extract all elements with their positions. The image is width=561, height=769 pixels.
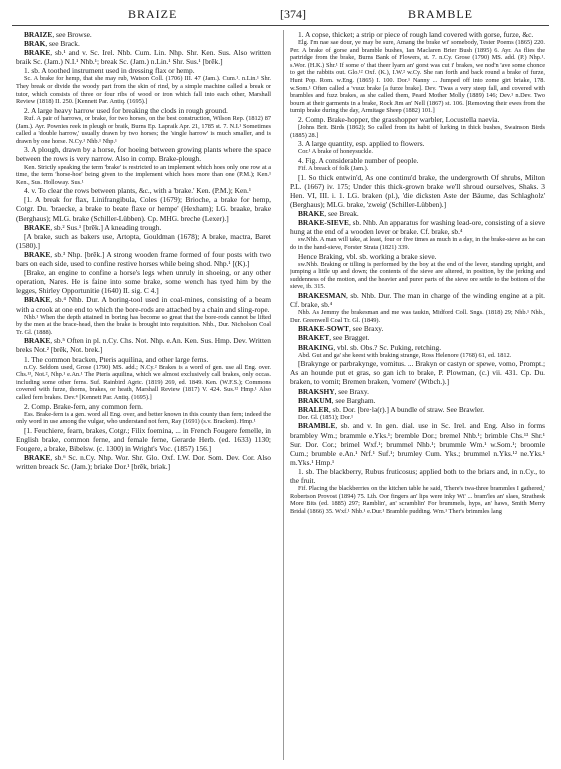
left-sense: [1. A break for flax, Linifrangibula, Coles (1679); Brioche, a brake for hemp, Cotgr. Du. 'braecke, a brake to beate flaxe or hempe' (Hexham); LG. braake, brake (Berghaus); MLG. brake (Schiller-Lübben). Cp. MHG. breche (Lexer).] [16,195,271,223]
right-column [290,30,545,760]
right-citation: sw.Nhb. Braking or tilling is performed by the boy at the end of the lever, standing upright, and jumping a little up and down; the contents of the sieve are altered, in position, by the jerking and suddenness of the motion, and the heavier and purer parts of the sieve ore settle to the bottom of the sieve, ib. 315. [290,260,545,291]
left-sense: 2. A large heavy harrow used for breaking the clods in rough ground. [24,105,228,115]
left-entry: BRAKE, sb.¹ and v. Sc. Irel. Nhb. Cum. Lin. Nhp. Shr. Ken. Sus. Also written braik Sc. (Jam.) N.I.¹ Nhb.¹; break Sc. (Jam.) n.Lin.¹ Shr. Sus.¹ [brēk.] [16,48,271,67]
left-entry: BRAKE, sb.² Sus.¹ [brēk.] A kneading trough. [24,222,162,232]
left-entry: BRAKE, sb.³ Nhp. [brēk.] A strong wooden frame formed of four posts with two bars on each side, used to confine restive horses while being shod. Nhp.¹ [(K).] [16,249,271,269]
right-entry: BRAMBLE, sb. and v. In gen. dial. use in Sc. Irel. and Eng. Also in forms brambley Wm.; brammle e.Yks.¹; bremble Dor.; bremel Nhb.¹; brimble Chs.¹³ Shr.¹ Sur. Dor. Cor.; brimel Wxf.¹; brummel Nhb.¹; brummle Wm.¹ w.Som.¹; broomle Cum.; brumble e.An.¹ Nrf.¹ Suf.¹; brumley Cum. Yks.; brummel n.Yks.¹² ne.Yks.¹ m.Yks.¹ Hmp.¹ [290,421,545,467]
right-sense: Hence Braking, vbl. sb. working a brake sieve. [298,251,437,261]
right-sense: 1. A copse, thicket; a strip or piece of rough land covered with gorse, furze, &c. [298,30,534,39]
left-entry: BRAIZE, see Browse. [24,30,92,39]
right-sense: 1. sb. The blackberry, Rubus fruticosus; applied both to the briars and, in n.Cy., to the fruit. [290,466,545,485]
right-citation: Fif. Placing the blackberries on the kitchen table he said, 'There's twa-three brammles I gathered,' Robertson Provost (1894) 75. Lth. Oor fingers an' lips were inky Wi' ... bram'les an' slaes, Strathesk More Bits (ed. 1885) 297; Ramblin', an' scramblin' For brummels, hyps, an' haws, Smith Merry Bridal (1866) 35. Wxf.¹ Nhb.¹ e.Dur.¹ Bramble pudding. Wm.¹ Ther's brimmles lang [290,485,545,515]
right-entry: BRAKUM, see Bargham. [298,395,376,405]
left-sense: [Brake, an engine to confine a horse's legs when unruly in shoeing, or any other operation, Nares. He is faine into some brake, some wench has tyed him by the legges, Shirley Opportunitie (1640) II. sig. C 4.] [16,268,271,296]
left-citation: Ken. Strictly speaking the term 'brake' is restricted to an implement which hoes only one row at a time, the term 'horse-hoe' being given to the implement which hoes more than one (P.M.); Ken.¹ Ken., Sus. Holloway. Sus.¹ [16,163,271,186]
left-citation: Ess. Brake-fern is a gen. word all Eng. over, and better known in this county than fern; indeed the only word in use among the vulgar, who understand not fern, Ray (1691) (s.v. Bracken). Hmp.¹ [16,410,271,426]
right-entry: BRAKE-SIEVE, sb. Nhb. An apparatus for washing lead-ore, consisting of a sieve hung at the end of a wooden lever or brake. Cf. brake, sb.⁴ [290,218,545,237]
page-number: [374] [280,7,306,21]
column-divider [283,30,284,760]
page-header [10,4,551,24]
right-citation: Cor.¹ A brake of honeysuckle. [298,148,373,156]
right-citation: Abd. Gut and ga' she keest with braking strange, Ross Helenore (1768) 61, ed. 1812. [298,351,512,359]
right-sense: [1. So thick entwin'd, As one continu'd brake, the undergrowth Of shrubs, Milton P.L. (1667) iv. 175; Under this thick-grown brake we'll shroud ourselves, Shaks. 3 Hen. VI, III. i. 1. LG. braken (pl.), 'die dicksten Aste der Bäume, das Schlagholz' (Berghaus); MLG. brake, 'zweig' (Schiller-Lübben).] [290,172,545,209]
right-citation: Dor. Gl. (1851); Dor.¹ [298,413,354,421]
left-citation: Ruf. A pair of harrows, or brake, for two horses, on the best construction, Wilson Rep. (1812) 87 (Jam.). Ayr. Pownies reek in pleugh or braik, Burns Ep. Lapraik Apr. 21, 1785 st. 7. N.I.¹ Sometimes called a 'double harrow,' usually drawn by two horses; the 'single harrow' is much smaller, and is drawn by one horse. N.Cy.¹ Nhb.¹ Nhp.¹ [16,114,271,145]
left-entry: BRAKE, sb.⁴ Nhb. Dur. A boring-tool used in coal-mines, consisting of a beam with a crook at one end to which the bore-rods are attached by a chain and sling-rope. [16,295,271,314]
left-entry: BRAK, see Brack. [24,39,80,49]
right-sense: [Brakynge or parbrakynge, vomitus. ... Brakyn or castyn or spewe, vomo, Prompt.; As an hounde put et gras, so gan ich to brake, P. Plowman, (c.) vii. 431. Cp. Du. braken, to vomit; Bremen braken, 'vomere' (Wtbch.).] [290,359,545,387]
right-citation: sw.Nhb. A man will take, at least, four or five times as much in a day, in the brake-sieve as he can do in the hand-sieve, Forster Strata (1821) 339. [290,236,545,251]
right-entry: BRALER, sb. Dor. [bre·lə(r).] A bundle of straw. See Brawler. [298,404,485,414]
left-sense: 2. Comp. Brake-fern, any common fern. [24,401,143,411]
left-entry: BRAKE, sb.⁵ Often in pl. n.Cy. Chs. Not. Nhp. e.An. Ken. Sus. Hmp. Dev. Written breks Not.² [brēk, Not. brek.] [16,336,271,355]
right-entry: BRAKING, vbl. sb. Obs.? Sc. Puking, retching. [298,342,442,352]
right-sense: 2. Comp. Brake-hopper, the grasshopper warbler, Locustella naevia. [298,115,500,125]
right-entry: BRAKET, see Bragget. [298,333,370,343]
left-citation: Nhb.¹ When the depth attained in boring has become so great that the bore-rods cannot be lifted by the men at the brace-head, then the brake is brought into requisition. Nhb., Dur. Nicholson Coal Tr. Gl. (1888). [16,313,271,336]
left-sense: 1. The common bracken, Pteris aquilina, and other large ferns. [24,354,209,364]
right-entry: BRAKE-SOWT, see Braxy. [298,324,384,334]
right-entry: BRAKESMAN, sb. Nhb. Dur. The man in charge of the winding engine at a pit. Cf. brake, sb.⁴ [290,291,545,310]
right-entry: BRAKSHY, see Braxy. [298,386,369,396]
right-running-headword: BRAMBLE [408,7,474,21]
left-sense: 3. A plough, drawn by a horse, for hoeing between growing plants where the space between the rows is very narrow. Also in comp. Brake-plough. [16,145,271,164]
right-sense: 4. Fig. A considerable number of people. [298,156,419,165]
left-sense: 1. sb. A toothed instrument used in dressing flax or hemp. [24,66,195,76]
right-citation: Fif. A breack of folk (Jam.). [298,165,369,173]
left-column [16,30,271,760]
header-rule [12,25,549,26]
left-sense: [A brake, such as bakers use, Artopta, Gouldman (1678); A brake, mactra, Baret (1580).] [16,231,271,250]
right-entry: BRAKE, see Break. [298,209,359,219]
left-citation: Sc. A brake for hemp, that she may rub, Watson Coll. (1706) III. 47 (Jam.). Cum.¹. n.Lin.¹ Shr. They break or divide the woody part from the skin of rind, by a simple machine called a break or tutor, which consists of three or four ribs of wood or iron which fall into each other, Marshall Review (1818) II. 250. [Kennett Par. Antiq. (1695).] [16,75,271,106]
right-citation: Elg. I'm nae sae dour, ye may be sure, Amang the brake wi' somebody, Tester Poems (1865) 220. Per. A brake of gorse and bramble bushes, Ian Maclaren Brier Bush (1895) 6. Ayr. As flies the partridge from the brake, Burns Bank of Flowers, st. 7. n.Cy. Grose (1790) MS. add. (P.) Nhp.¹. s.Wor. (H.K.) Shr.¹ If some o' that theer lyarn an' gorst was cut i' brakes, we nod'n 'ave some chonce to get the rabbits out. Glo.¹² Oxf. (K.), I.W.² w.Cy. She ran forth and back round a brake of furze, Hunt Pop. Rom. w.Eng. (1865) I. 100. Dor.¹ Nanny ... Jumped off into zome girt briake, 178. w.Som.¹ Often called a 'vuuz brake [a furze brake]. Dev. 'Twas a very steep fall, and covered with brambles and fuzz brakes, as she called them, Peard Mother Molly (1889) 146; Dev.¹ n.Dev. Two bourn at their garments in a brake, Rock Jim an' Nell (1867) st. 106. [Removing their ewes from the turnip brake during the day, Armitage Sheep (1882) 101.] [290,39,545,115]
left-running-headword: BRAIZE [128,7,178,21]
left-entry: BRAKE, sb.⁶ Sc. n.Cy. Nhp. Wor. Shr. Glo. Oxf. I.W. Dor. Som. Dev. Cor. Also written breack Sc. (Jam.); briake Dor.¹ [brēk, briək.] [16,453,271,472]
right-citation: [Johns Brit. Birds (1862); So called from its habit of lurking in thick bushes, Swainson Birds (1885) 28.] [290,124,545,139]
left-sense: 4. v. To clear the rows between plants, &c., with a 'brake.' Ken. (P.M.); Ken.¹ [24,186,252,196]
left-citation: n.Cy. Seldom used, Grose (1790) MS. add.; N.Cy.² Brakes is a word of gen. use all Eng. over. Chs.¹³, Not.², Nhp.¹ e.An.¹ The Pteris aquilina, which we almost exclusively call brakes, only occas. including some other ferns. Suf. Rainbird Agric. (1819) 269, ed. 1849. Ken. (W.F.S.); Commons covered with furze, thorns, brakes, or heath, Marshall Review (1817) V. 424. Sus.¹² Hmp.¹ Also called fern brakes. Dev.⁴ [Kennett Par. Antiq. (1695).] [16,363,271,402]
left-sense: [1. Feuchiere, fearn, brakes, Cotgr.; Filix foemina, ... in French Fougere femelle, in English brake, common ferne, and female ferne, Gerarde Herb. (ed. 1633) 1130; Fougere, a brake, Bibelsw. (c. 1300) in Wright's Voc. (1857) 156.] [16,425,271,454]
right-sense: 3. A large quantity, esp. applied to flowers. [298,139,425,149]
right-citation: Nhb. As Jemmy the brakesman and me was taukin, Midford Coll. Sngs. (1818) 29; Nhb.¹ Nhb., Dur. Greenwell Coal Tr. Gl. (1849). [290,309,545,324]
